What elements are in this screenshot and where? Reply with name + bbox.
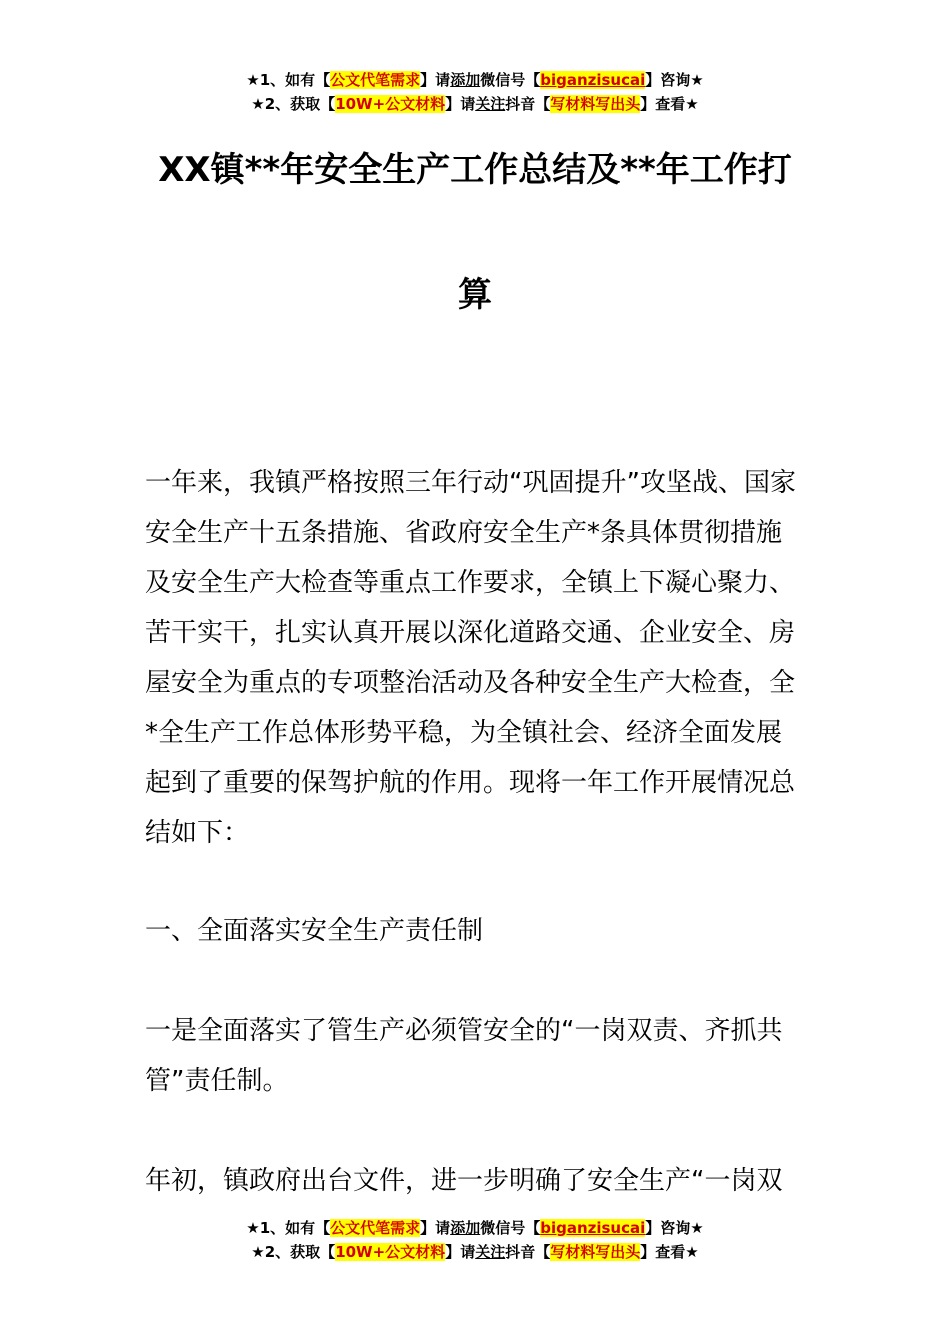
header-banner: [0, 68, 950, 116]
banner-text: ★2、获取【: [251, 1243, 336, 1261]
footer-banner: [0, 1216, 950, 1264]
intro-paragraph: 一年来，我镇严格按照三年行动“巩固提升”攻坚战、国家安全生产十五条措施、省政府安全生产*条具体贯彻措施及安全生产大检查等重点工作要求，全镇上下凝心聚力、苦干实干，扎实认真开展以深化道路交通、企业安全、房屋安全为重点的专项整治活动及各种安全生产大检查，全*全生产工作总体形势平稳，为全镇社会、经济全面发展起到了重要的保驾护航的作用。现将一年工作开展情况总结如下：: [145, 468, 796, 848]
banner-text: 】咨询★: [645, 71, 704, 89]
body-paragraph: 一是全面落实了管生产必须管安全的“一岗双责、齐抓共管”责任制。: [145, 1016, 783, 1096]
banner-text: 】查看★: [640, 95, 699, 113]
banner-text: 微信号【: [480, 1219, 541, 1237]
banner-line-1: [0, 1216, 950, 1240]
banner-highlight: biganzisucai: [540, 71, 646, 89]
banner-emphasis: 添加: [450, 71, 481, 89]
banner-highlight: 写材料写出头: [550, 95, 641, 113]
banner-line-2: [0, 1240, 950, 1264]
banner-text: 】请: [420, 71, 451, 89]
banner-text: 抖音【: [505, 95, 551, 113]
banner-text: 】查看★: [640, 1243, 699, 1261]
banner-line-2: [0, 92, 950, 116]
banner-text: 抖音【: [505, 1243, 551, 1261]
banner-text: 微信号【: [480, 71, 541, 89]
banner-text: 】请: [420, 1219, 451, 1237]
banner-highlight: 公文代笔需求: [330, 1219, 421, 1237]
banner-highlight: biganzisucai: [540, 1219, 646, 1237]
banner-text: 】请: [445, 95, 476, 113]
banner-emphasis: 关注: [475, 95, 506, 113]
banner-highlight: 公文代笔需求: [330, 71, 421, 89]
banner-text: ★1、如有【: [246, 1219, 331, 1237]
document-title-line-1: XX镇**年安全生产工作总结及**年工作打: [158, 150, 792, 190]
banner-emphasis: 添加: [450, 1219, 481, 1237]
banner-emphasis: 关注: [475, 1243, 506, 1261]
document-title-line-2: 算: [458, 275, 492, 315]
banner-text: 】请: [445, 1243, 476, 1261]
banner-text: 】咨询★: [645, 1219, 704, 1237]
banner-highlight: 10W+公文材料: [335, 1243, 446, 1261]
section-heading: 一、全面落实安全生产责任制: [145, 916, 484, 946]
banner-highlight: 10W+公文材料: [335, 95, 446, 113]
banner-text: ★1、如有【: [246, 71, 331, 89]
body-paragraph: 年初，镇政府出台文件，进一步明确了安全生产“一岗双: [145, 1166, 783, 1196]
banner-highlight: 写材料写出头: [550, 1243, 641, 1261]
banner-text: ★2、获取【: [251, 95, 336, 113]
banner-line-1: [0, 68, 950, 92]
